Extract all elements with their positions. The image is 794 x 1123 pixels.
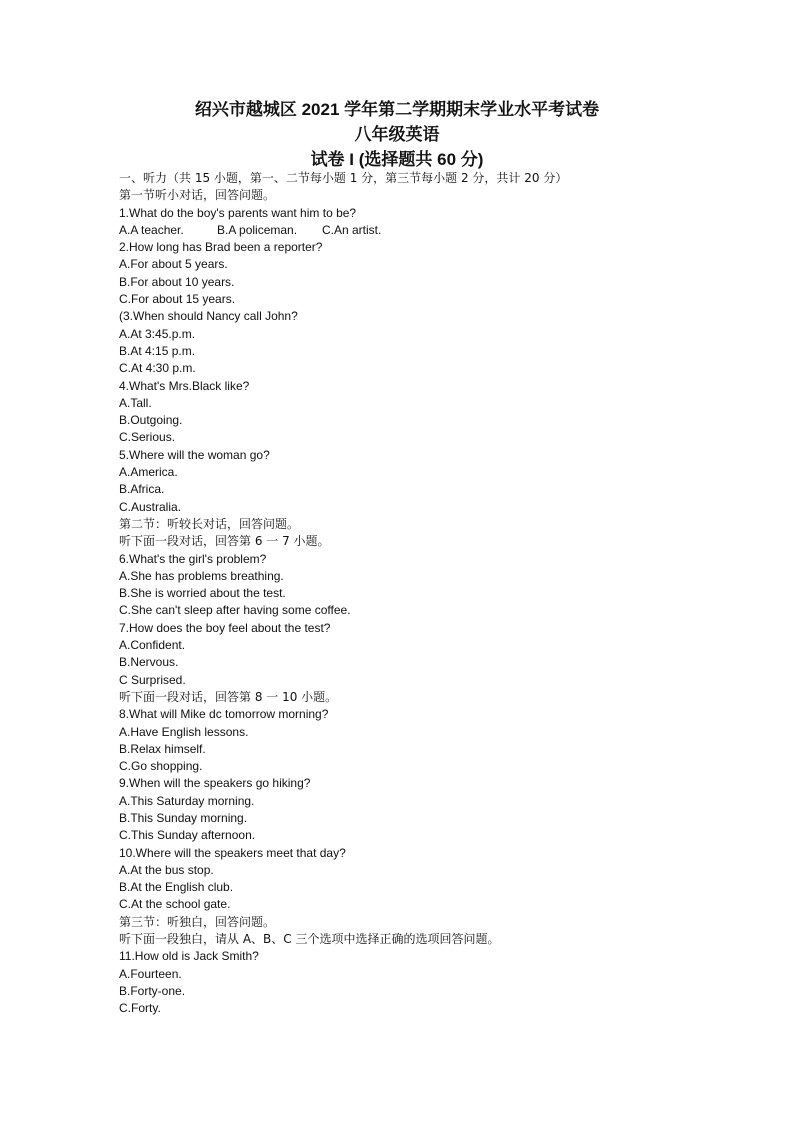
- option-b: B.This Sunday morning.: [119, 810, 248, 825]
- question-9: 9.When will the speakers go hiking?: [119, 776, 311, 791]
- option-a: A.At 3:45.p.m.: [119, 326, 196, 341]
- option-c: C.At 4:30 p.m.: [119, 361, 196, 376]
- part-heading: 第三节：听独白，回答问题。: [119, 914, 276, 929]
- option-b: B.Nervous.: [119, 655, 179, 670]
- option-c: C Surprised.: [119, 672, 186, 687]
- question-1: 1.What do the boy's parents want him to be?: [119, 205, 357, 220]
- option-a: A.She has problems breathing.: [119, 568, 284, 583]
- option-c: C.For about 15 years.: [119, 292, 236, 307]
- option-c: C.Forty.: [119, 1001, 161, 1016]
- option-a: A.This Saturday morning.: [119, 793, 255, 808]
- part-heading: 第一节听小对话，回答问题。: [119, 188, 276, 203]
- option-c: C.At the school gate.: [119, 897, 231, 912]
- option-b: B.At the English club.: [119, 880, 234, 895]
- section-heading: 一、听力（共 15 小题，第一、二节每小题 1 分，第三节每小题 2 分，共计 20 分）: [119, 171, 568, 185]
- option-b: B.Africa.: [119, 482, 165, 497]
- option-c: C.Australia.: [119, 499, 182, 514]
- question-8: 8.What will Mike dc tomorrow morning?: [119, 707, 329, 722]
- question-2: 2.How long has Brad been a reporter?: [119, 240, 323, 255]
- option-a: A.At the bus stop.: [119, 862, 214, 877]
- question-6: 6.What's the girl's problem?: [119, 551, 267, 566]
- option-b: B.A policeman.: [217, 222, 298, 237]
- question-7: 7.How does the boy feel about the test?: [119, 620, 331, 635]
- option-a: A.A teacher.: [119, 222, 184, 237]
- option-c: C.She can't sleep after having some coffee.: [119, 603, 351, 618]
- part-heading: 第二节：听较长对话，回答问题。: [119, 516, 300, 531]
- option-c: C.This Sunday afternoon.: [119, 828, 256, 843]
- question-4: 4.What's Mrs.Black like?: [119, 378, 250, 393]
- option-b: B.At 4:15 p.m.: [119, 343, 196, 358]
- exam-title: 绍兴市越城区 2021 学年第二学期期末学业水平考试卷: [194, 100, 600, 119]
- question-1-options: [119, 222, 739, 239]
- paper-section-title: 试卷 I (选择题共 60 分): [310, 150, 484, 169]
- exam-header: [0, 97, 794, 172]
- option-b: B.Relax himself.: [119, 741, 206, 756]
- option-b: B.Outgoing.: [119, 413, 183, 428]
- question-3: (3.When should Nancy call John?: [119, 309, 298, 324]
- option-a: A.Have English lessons.: [119, 724, 249, 739]
- option-b: B.Forty-one.: [119, 983, 186, 998]
- question-5: 5.Where will the woman go?: [119, 447, 270, 462]
- option-b: B.For about 10 years.: [119, 274, 235, 289]
- option-a: A.For about 5 years.: [119, 257, 228, 272]
- option-a: A.Confident.: [119, 638, 186, 653]
- monologue-intro: 听下面一段独白，请从 A、B、C 三个选项中选择正确的选项回答问题。: [119, 932, 500, 947]
- question-11: 11.How old is Jack Smith?: [119, 949, 259, 964]
- option-a: A.Fourteen.: [119, 966, 182, 981]
- dialog-intro: 听下面一段对话，回答第 6 一 7 小题。: [119, 534, 330, 549]
- exam-body: [119, 170, 739, 1018]
- option-c: C.Go shopping.: [119, 759, 203, 774]
- dialog-intro: 听下面一段对话，回答第 8 一 10 小题。: [119, 689, 338, 704]
- option-c: C.An artist.: [322, 222, 382, 237]
- exam-subject: 八年级英语: [354, 125, 440, 144]
- option-a: A.Tall.: [119, 395, 152, 410]
- option-b: B.She is worried about the test.: [119, 586, 286, 601]
- option-a: A.America.: [119, 465, 178, 480]
- question-10: 10.Where will the speakers meet that day?: [119, 845, 346, 860]
- option-c: C.Serious.: [119, 430, 176, 445]
